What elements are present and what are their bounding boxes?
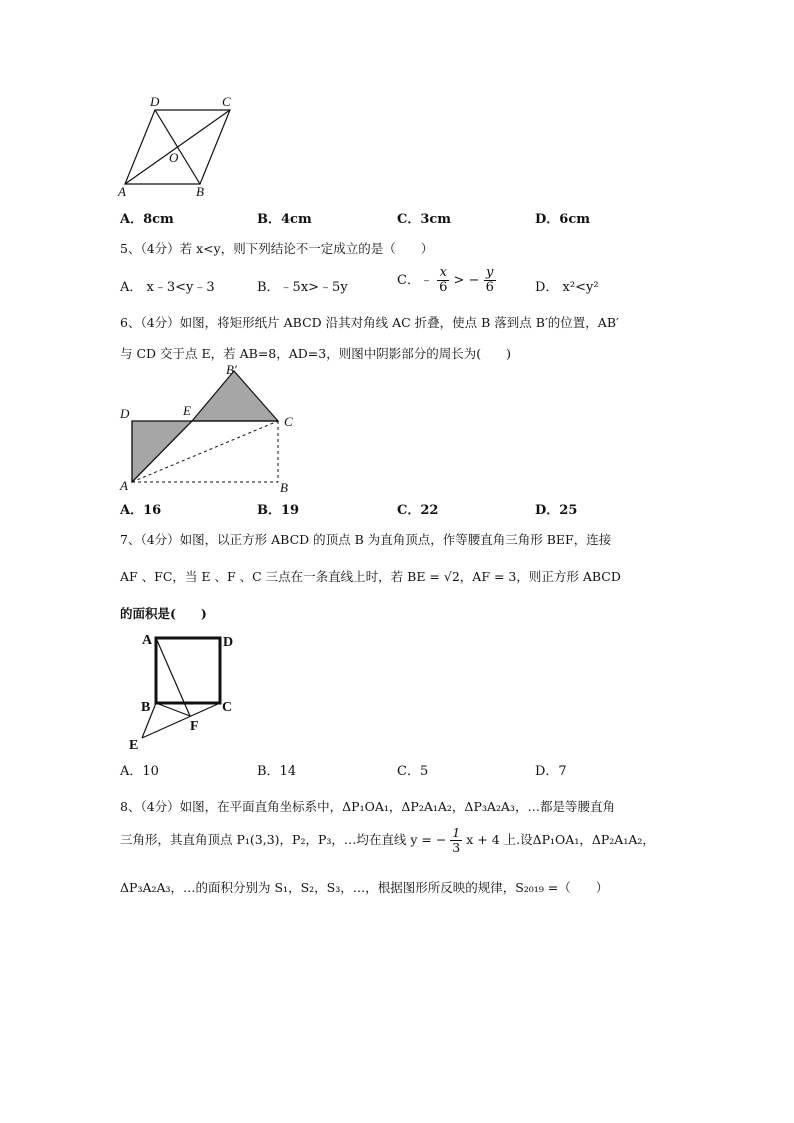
q6-option-b[interactable]: B．19 [257, 503, 300, 518]
fraction-x-over-6 [437, 266, 449, 295]
label-O: O [169, 150, 179, 165]
fraction-den: 3 [452, 840, 461, 855]
label-A: A [120, 478, 128, 493]
label-D: D [120, 406, 130, 421]
label-A: A [142, 633, 153, 648]
q8-line2-part2: x + 4 上.设ΔP₁OA₁，ΔP₂A₁A₂， [466, 832, 655, 847]
fraction-den: 6 [485, 280, 494, 295]
label-C: C [284, 414, 293, 429]
label-D: D [223, 635, 234, 650]
q6-stem-line1: 6、（4分）如图，将矩形纸片 ABCD 沿其对角线 AC 折叠，使点 B 落到点 B′的位置，AB′ [120, 315, 619, 330]
fraction-num: y [484, 266, 496, 281]
label-A: A [118, 184, 126, 199]
q4-option-a[interactable]: A．8cm [120, 212, 174, 227]
q7-option-c[interactable]: C．5 [397, 764, 429, 779]
q6-option-a[interactable]: A．16 [120, 503, 162, 518]
q5-option-a[interactable]: A． x﹣3<y﹣3 [120, 280, 215, 295]
label-C: C [222, 94, 231, 109]
q8-stem-line3: ΔP₃A₂A₃，…的面积分别为 S₁，S₂，S₃，…，根据图形所反映的规律，S₂₀₁₉ =（ ） [120, 880, 609, 895]
fraction-den: 6 [439, 280, 448, 295]
fraction-num: 1 [452, 825, 461, 840]
q6-option-c[interactable]: C．22 [397, 503, 439, 518]
q5-option-c[interactable] [397, 266, 496, 295]
label-E: E [129, 738, 139, 753]
fraction-num: x [437, 266, 449, 281]
q5-option-c-mid: > − [453, 273, 480, 288]
label-B: B [196, 184, 204, 199]
label-B: B [141, 700, 151, 715]
parallelogram-figure [110, 92, 260, 202]
folded-rectangle-figure [110, 362, 310, 497]
q8-stem-line1: 8、（4分）如图，在平面直角坐标系中，ΔP₁OA₁，ΔP₂A₁A₂，ΔP₃A₂A₃，…都是等腰直角 [120, 799, 615, 814]
label-F: F [190, 719, 199, 734]
q4-option-d[interactable]: D．6cm [535, 212, 590, 227]
fraction-y-over-6 [484, 266, 496, 295]
label-B: B [280, 480, 288, 495]
q5-option-c-prefix: C．﹣ [397, 273, 433, 288]
label-C: C [222, 700, 233, 715]
label-E: E [183, 403, 191, 418]
q8-line2-part1: 三角形，其直角顶点 P₁(3,3)，P₂，P₃，…均在直线 y = − [120, 832, 447, 847]
q5-option-d[interactable]: D． x²<y² [535, 280, 599, 295]
q7-stem-line1: 7、（4分）如图，以正方形 ABCD 的顶点 B 为直角顶点，作等腰直角三角形 BEF，连接 [120, 532, 612, 547]
q7-stem-line2: AF 、FC，当 E 、F 、C 三点在一条直线上时，若 BE = √2，AF = 3，则正方形 ABCD [120, 569, 621, 584]
q5-stem: 5、（4分）若 x<y，则下列结论不一定成立的是（ ） [120, 241, 434, 256]
label-D: D [150, 94, 160, 109]
fraction-one-third [450, 826, 462, 855]
q7-option-d[interactable]: D．7 [535, 764, 567, 779]
q7-option-a[interactable]: A．10 [120, 764, 159, 779]
q7-option-b[interactable]: B．14 [257, 764, 297, 779]
q8-stem-line2 [120, 826, 655, 855]
q4-option-c[interactable]: C．3cm [397, 212, 452, 227]
q5-option-b[interactable]: B．﹣5x>﹣5y [257, 280, 348, 295]
q6-option-d[interactable]: D．25 [535, 503, 578, 518]
q6-stem-line2: 与 CD 交于点 E，若 AB=8，AD=3，则图中阴影部分的周长为( ) [120, 346, 511, 361]
label-B-prime: B′ [226, 362, 237, 377]
q4-option-b[interactable]: B．4cm [257, 212, 312, 227]
square-triangle-figure [118, 626, 258, 756]
q7-stem-line3: 的面积是( ) [120, 606, 207, 621]
